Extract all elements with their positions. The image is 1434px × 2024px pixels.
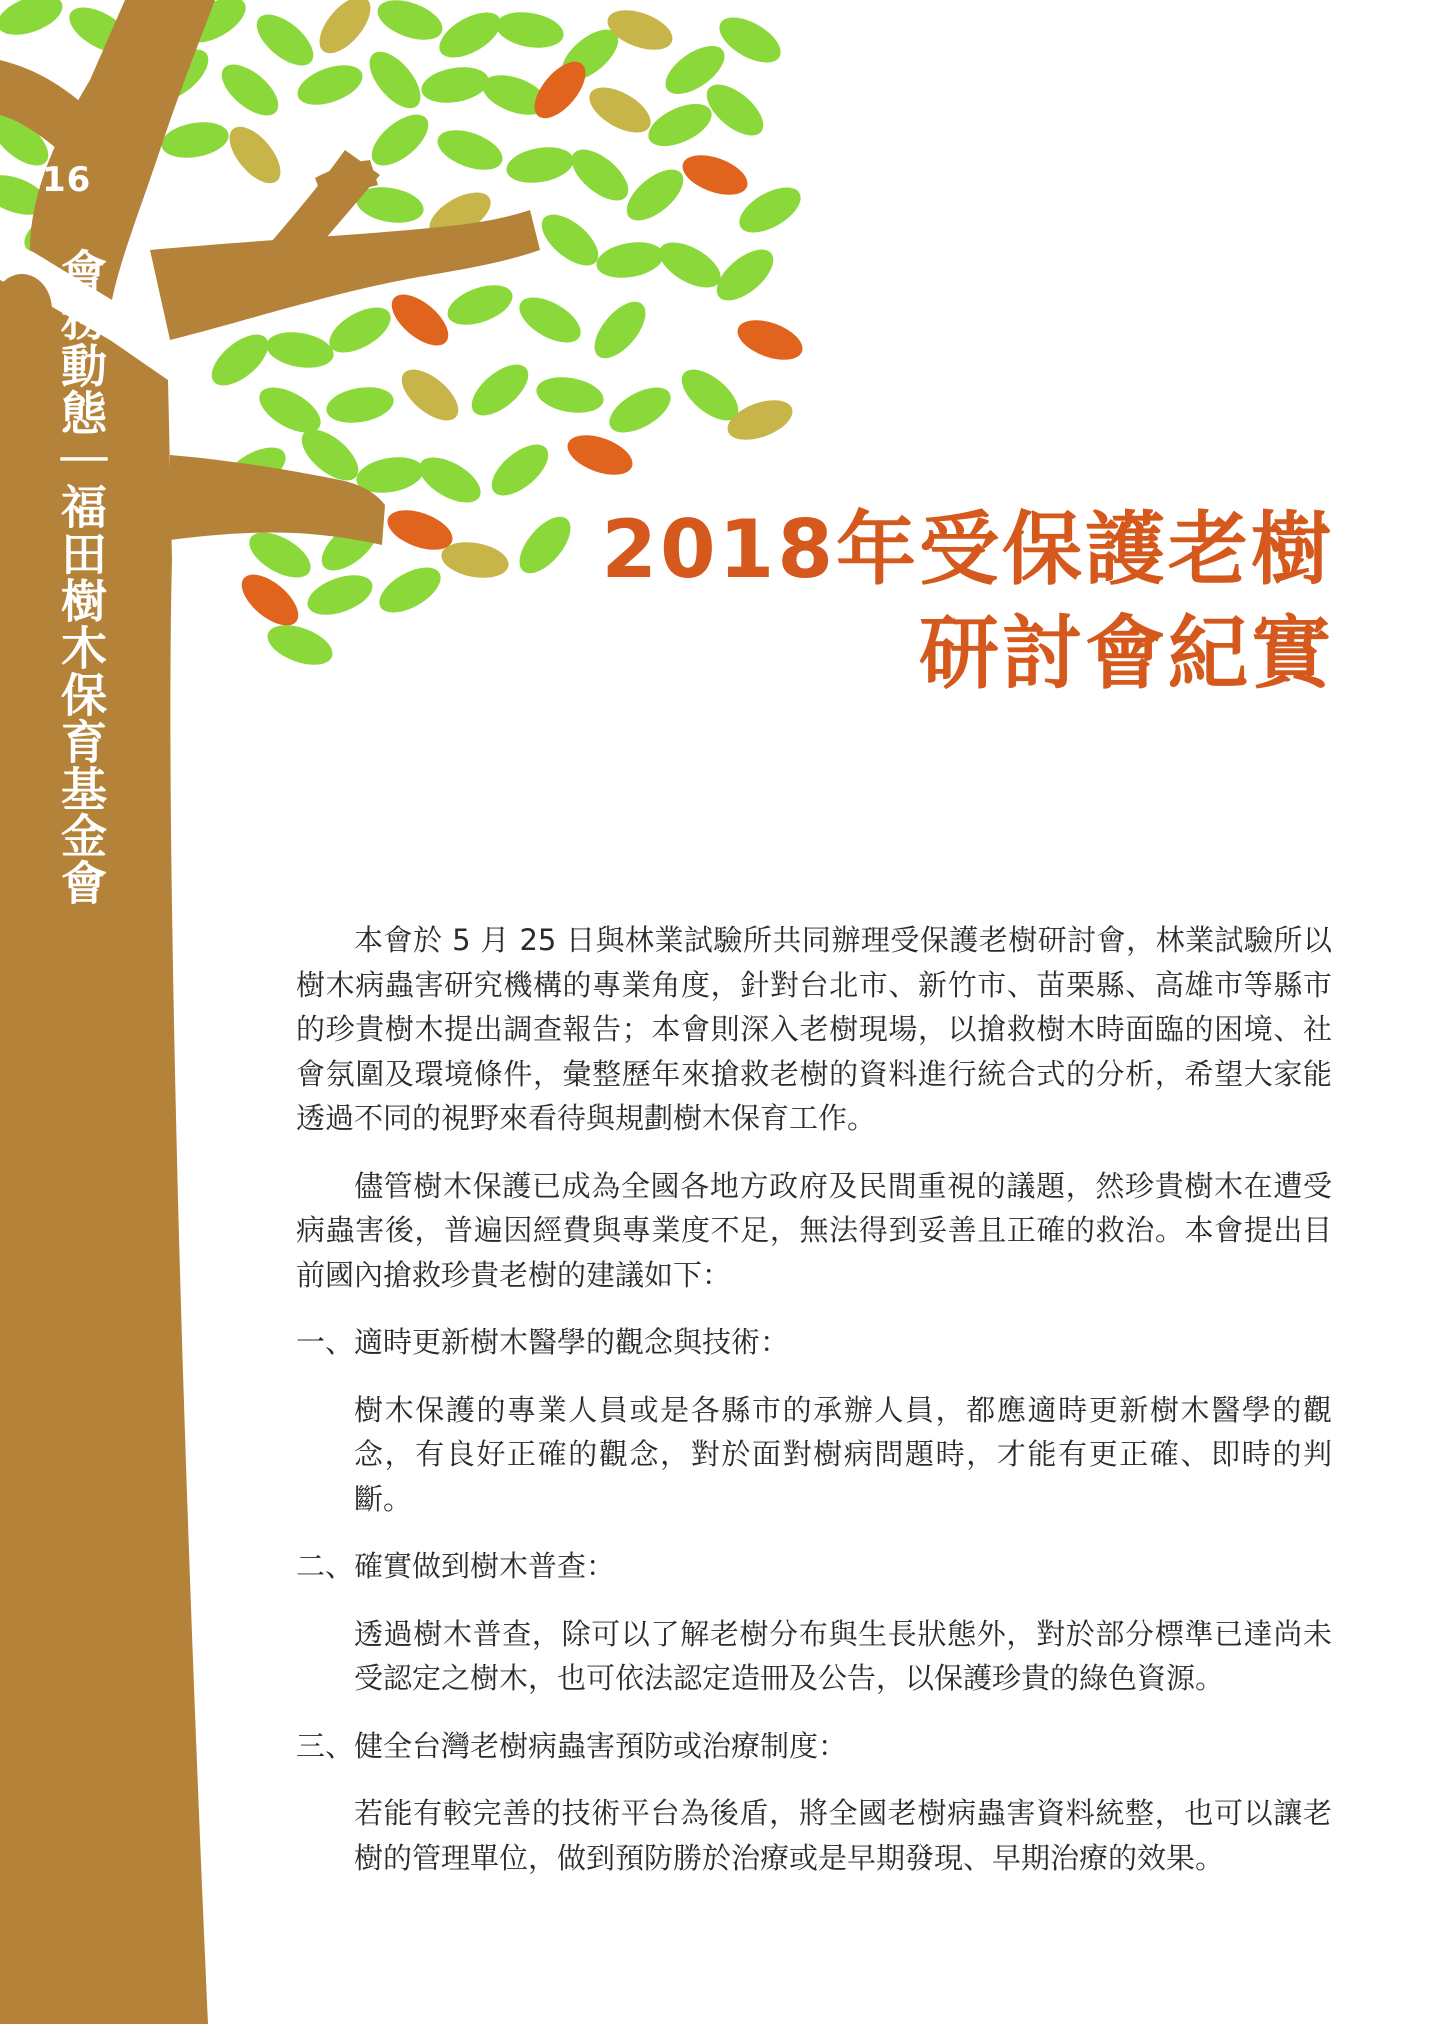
leaf bbox=[360, 43, 430, 117]
leaf bbox=[324, 382, 397, 427]
leaf bbox=[432, 3, 508, 66]
leaf bbox=[248, 5, 322, 75]
leaf bbox=[510, 508, 580, 582]
leaf bbox=[372, 558, 448, 621]
leaf bbox=[602, 378, 678, 441]
title-line-2: 研討會紀實 bbox=[919, 607, 1334, 700]
leaf bbox=[292, 57, 368, 112]
leaf bbox=[642, 95, 718, 155]
page-number: 16 bbox=[42, 160, 92, 200]
leaf bbox=[618, 160, 692, 230]
leaf bbox=[213, 55, 287, 125]
leaf bbox=[533, 205, 607, 275]
leaf bbox=[563, 140, 637, 210]
suggestion-heading-3: 三、健全台灣老樹病蟲害預防或治療制度： bbox=[296, 1728, 848, 1763]
article-body bbox=[296, 918, 1332, 1903]
leaf bbox=[585, 293, 655, 367]
suggestion-text-3: 若能有較完善的技術平台為後盾，將全國老樹病蟲害資料統整，也可以讓老樹的管理單位，做到預防勝於治療或是早期發現、早期治療的效果。 bbox=[354, 1796, 1332, 1875]
leaf bbox=[512, 288, 588, 351]
leaf bbox=[652, 233, 728, 296]
suggestion-text-1: 樹木保護的專業人員或是各縣市的承辦人員，都應適時更新樹木醫學的觀念，有良好正確的觀念，對於面對樹病問題時，才能有更正確、即時的判斷。 bbox=[354, 1392, 1332, 1516]
leaf bbox=[562, 427, 638, 482]
leaf bbox=[322, 298, 398, 361]
paragraph-suggestions-intro: 儘管樹木保護已成為全國各地方政府及民間重視的議題，然珍貴樹木在遭受病蟲害後，普遍因經費與專業度不足，無法得到妥善且正確的救治。本會提出目前國內搶救珍貴老樹的建議如下： bbox=[296, 1168, 1332, 1292]
leaf bbox=[310, 0, 380, 62]
leaf bbox=[732, 312, 808, 367]
leaf bbox=[534, 372, 607, 417]
leaf bbox=[504, 142, 577, 187]
title-line-1: 2018年受保護老樹 bbox=[601, 503, 1334, 596]
section-label: 會務動態｜福田樹木保育基金會 bbox=[54, 248, 108, 906]
suggestion-heading-2: 二、確實做到樹木普查： bbox=[296, 1549, 616, 1583]
page-title bbox=[601, 498, 1334, 706]
leaf bbox=[412, 448, 488, 511]
leaf bbox=[262, 617, 338, 672]
leaf bbox=[302, 567, 378, 622]
leaf bbox=[393, 360, 467, 430]
leaf bbox=[442, 277, 518, 332]
leaf bbox=[383, 285, 457, 355]
leaf bbox=[582, 78, 658, 141]
leaf bbox=[483, 435, 557, 505]
suggestion-heading-1: 一、適時更新樹木醫學的觀念與技術： bbox=[296, 1325, 790, 1359]
leaf bbox=[363, 105, 437, 175]
leaf bbox=[203, 325, 277, 395]
leaf bbox=[159, 117, 232, 162]
leaf bbox=[432, 122, 508, 177]
paragraph-intro: 本會於 5 月 25 日與林業試驗所共同辦理受保護老樹研討會，林業試驗所以樹木病蟲害研究機構的專業角度，針對台北市、新竹市、苗栗縣、高雄市等縣市的珍貴樹木提出調查報告；本會則深入老樹現場，以搶救樹木時面臨的困境、社會氛圍及環境條件，彙整歷年來搶救老樹的資料進行統合式的分析，希望大家能透過不同的視野來看待與規劃樹木保育工作。 bbox=[296, 923, 1332, 1135]
leaf bbox=[0, 0, 68, 43]
leaf bbox=[264, 327, 337, 372]
leaf bbox=[677, 147, 753, 202]
leaf bbox=[494, 7, 567, 52]
leaf bbox=[419, 62, 492, 107]
leaf bbox=[712, 8, 788, 71]
leaf bbox=[372, 0, 448, 48]
leaf bbox=[594, 237, 667, 282]
leaf bbox=[220, 118, 290, 192]
leaf bbox=[463, 355, 537, 425]
suggestion-text-2: 透過樹木普查，除可以了解老樹分布與生長狀態外，對於部分標準已達尚未受認定之樹木，也可依法認定造冊及公告，以保護珍貴的綠色資源。 bbox=[354, 1616, 1332, 1695]
